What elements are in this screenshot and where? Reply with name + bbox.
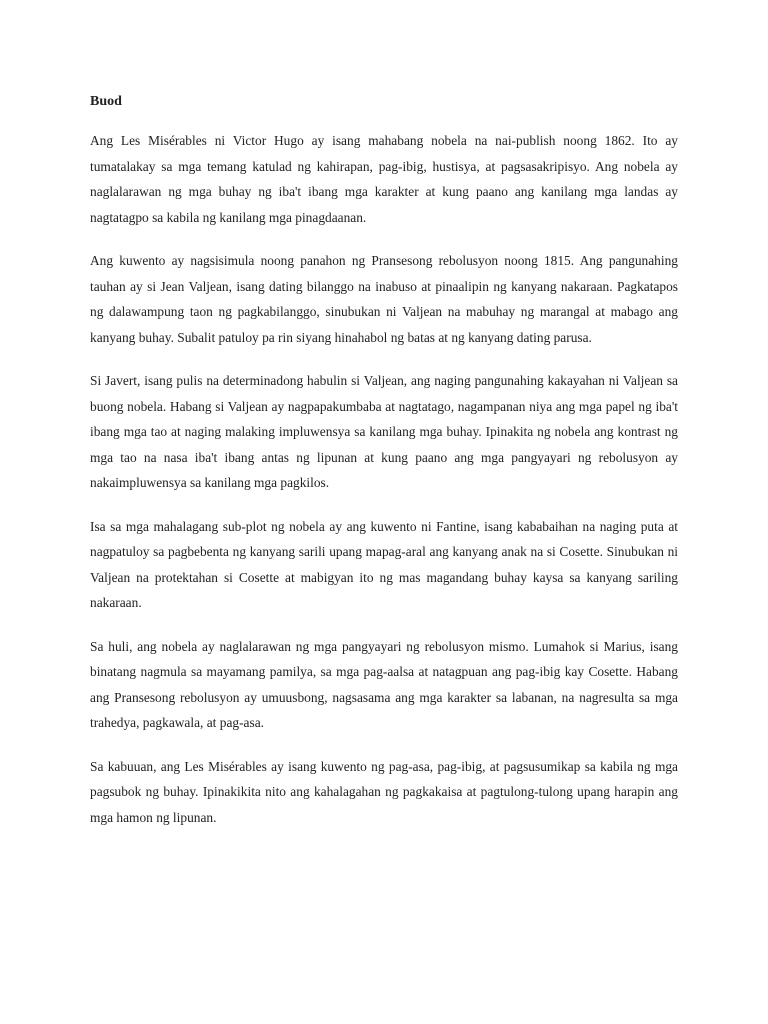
paragraph-fantine: Isa sa mga mahalagang sub-plot ng nobela ay ang kuwento ni Fantine, isang kababaihan na naging puta at nagpatuloy sa pagbebenta ng kanyang sarili upang mapag-aral ang kanyang anak na si Cosette. Sinubukan ni Valjean na protektahan si Cosette at mabigyan ito ng mas magandang buhay kaysa sa kanyang sariling nakaraan.: [90, 518, 678, 610]
paragraph-valjean: Ang kuwento ay nagsisimula noong panahon ng Pransesong rebolusyon noong 1815. Ang pangunahing tauhan ay si Jean Valjean, isang dating bilanggo na inabuso at pinaalipin ng kanyang nakaraan. Pagkatapos ng dalawampung taon ng pagkabilanggo, sinubukan ni Valjean na mabuhay ng marangal at mabago ang kanyang buhay. Subalit patuloy pa rin siyang hinahabol ng batas at ng kanyang dating parusa.: [90, 253, 678, 345]
document-title: Buod: [90, 94, 122, 109]
paragraph-intro: Ang Les Misérables ni Victor Hugo ay isang mahabang nobela na nai-publish noong 1862. Ito ay tumatalakay sa mga temang katulad ng kahirapan, pag-ibig, hustisya, at pagsasakripisyo. Ang nobela ay naglalarawan ng mga buhay ng iba't ibang mga karakter at kung paano ang kanilang mga landas ay nagtatagpo sa kabila ng kanilang mga pinagdaanan.: [90, 133, 678, 225]
paragraph-conclusion: Sa kabuuan, ang Les Misérables ay isang kuwento ng pag-asa, pag-ibig, at pagsusumikap sa kabila ng mga pagsubok ng buhay. Ipinakikita nito ang kahalagahan ng pagkakaisa at pagtulong-tulong upang harapin ang mga hamon ng lipunan.: [90, 758, 678, 825]
paragraph-javert: Si Javert, isang pulis na determinadong habulin si Valjean, ang naging pangunahing kakayahan ni Valjean sa buong nobela. Habang si Valjean ay nagpapakumbaba at nagtatago, nagampanan niya ang mga papel ng iba't ibang mga tao at naging malaking impluwensya sa kanilang mga buhay. Ipinakita ng nobela ang kontrast ng mga tao na nasa iba't ibang antas ng lipunan at kung paano ang mga pangyayari ng rebolusyon ay nakaimpluwensya sa kanilang mga pagkilos.: [90, 373, 678, 490]
paragraph-marius: Sa huli, ang nobela ay naglalarawan ng mga pangyayari ng rebolusyon mismo. Lumahok si Marius, isang binatang nagmula sa mayamang pamilya, sa mga pag-aalsa at natagpuan ang pag-ibig kay Cosette. Habang ang Pransesong rebolusyon ay umuusbong, nagsasama ang mga karakter sa labanan, na nagresulta sa mga trahedya, pagkawala, at pag-asa.: [90, 638, 678, 730]
